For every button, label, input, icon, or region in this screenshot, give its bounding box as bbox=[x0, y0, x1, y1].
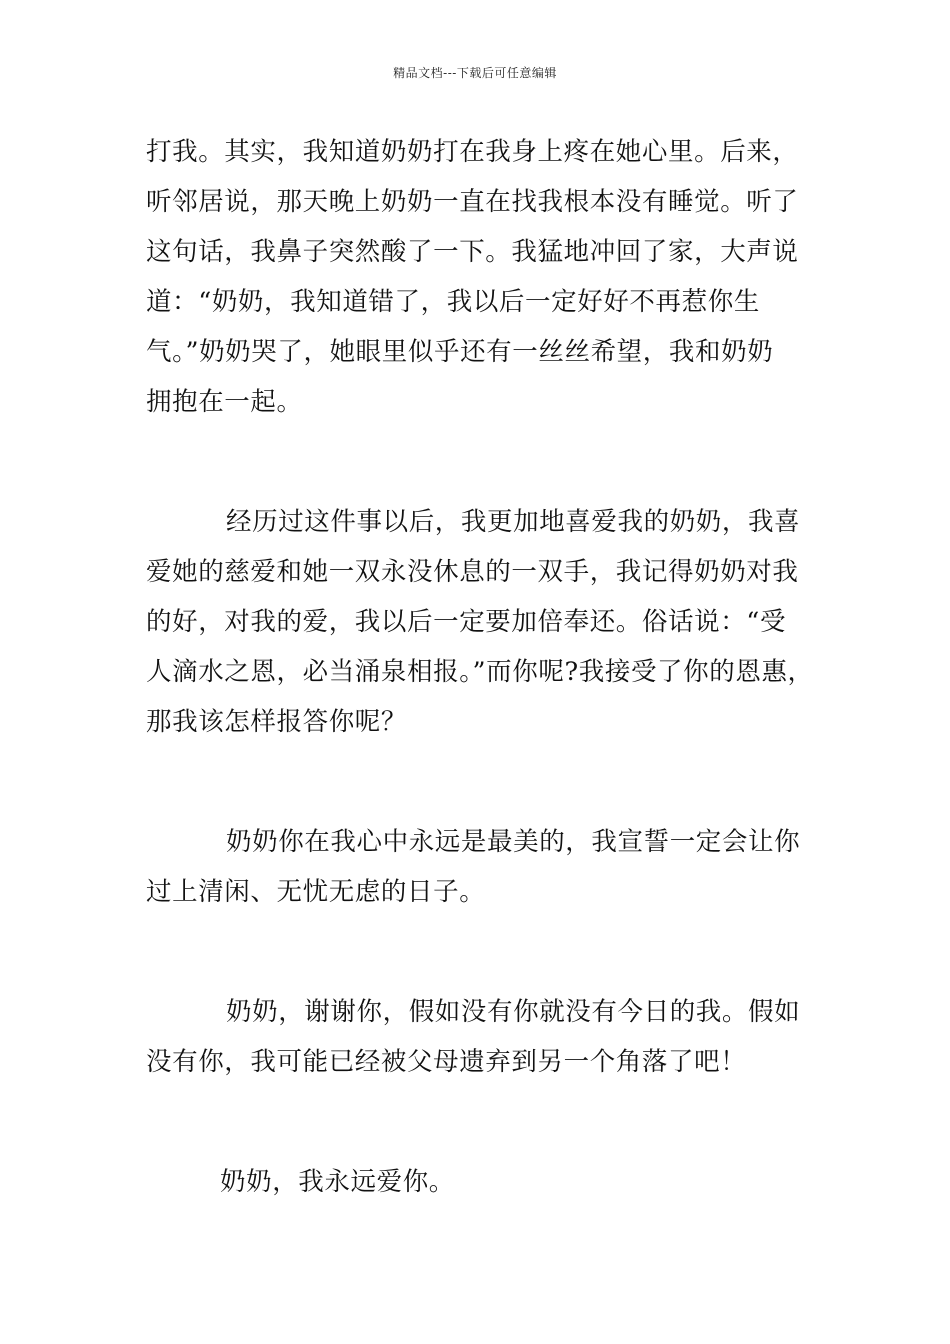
text-line: 经历过这件事以后，我更加地喜爱我的奶奶，我喜 bbox=[226, 507, 801, 537]
paragraph-3 bbox=[146, 817, 814, 917]
paragraph-gap bbox=[146, 427, 814, 497]
text-line: 这句话，我鼻子突然酸了一下。我猛地冲回了家，大声说 bbox=[146, 237, 799, 267]
paragraph-gap bbox=[146, 917, 814, 987]
text-line: 拥抱在一起。 bbox=[146, 387, 303, 417]
text-line: 气。”奶奶哭了，她眼里似乎还有一丝丝希望，我和奶奶 bbox=[146, 337, 774, 367]
text-line: 那我该怎样报答你呢？ bbox=[146, 707, 408, 737]
paragraph-1 bbox=[146, 127, 814, 427]
text-line: 人滴水之恩，必当涌泉相报。”而你呢?我接受了你的恩惠， bbox=[146, 657, 814, 687]
paragraph-gap bbox=[146, 1087, 814, 1157]
paragraph-4 bbox=[146, 987, 814, 1087]
text-line: 打我。其实，我知道奶奶打在我身上疼在她心里。后来， bbox=[146, 137, 799, 167]
text-line: 道：“奶奶，我知道错了，我以后一定好好不再惹你生 bbox=[146, 287, 760, 317]
paragraph-2 bbox=[146, 497, 814, 747]
page-header: 精品文档---下载后可任意编辑 bbox=[393, 66, 557, 80]
text-line: 过上清闲、无忧无虑的日子。 bbox=[146, 877, 486, 907]
text-line: 听邻居说，那天晚上奶奶一直在找我根本没有睡觉。听了 bbox=[146, 187, 799, 217]
document-body bbox=[146, 127, 814, 1207]
paragraph-5 bbox=[146, 1157, 814, 1207]
paragraph-gap bbox=[146, 747, 814, 817]
text-line: 奶奶，谢谢你，假如没有你就没有今日的我。假如 bbox=[226, 997, 801, 1027]
text-line: 爱她的慈爱和她一双永没休息的一双手，我记得奶奶对我 bbox=[146, 557, 799, 587]
text-line: 奶奶，我永远爱你。 bbox=[220, 1167, 455, 1197]
text-line: 奶奶你在我心中永远是最美的，我宣誓一定会让你 bbox=[226, 827, 801, 857]
text-line: 的好，对我的爱，我以后一定要加倍奉还。俗话说：“受 bbox=[146, 607, 787, 637]
text-line: 没有你，我可能已经被父母遗弃到另一个角落了吧！ bbox=[146, 1047, 747, 1077]
